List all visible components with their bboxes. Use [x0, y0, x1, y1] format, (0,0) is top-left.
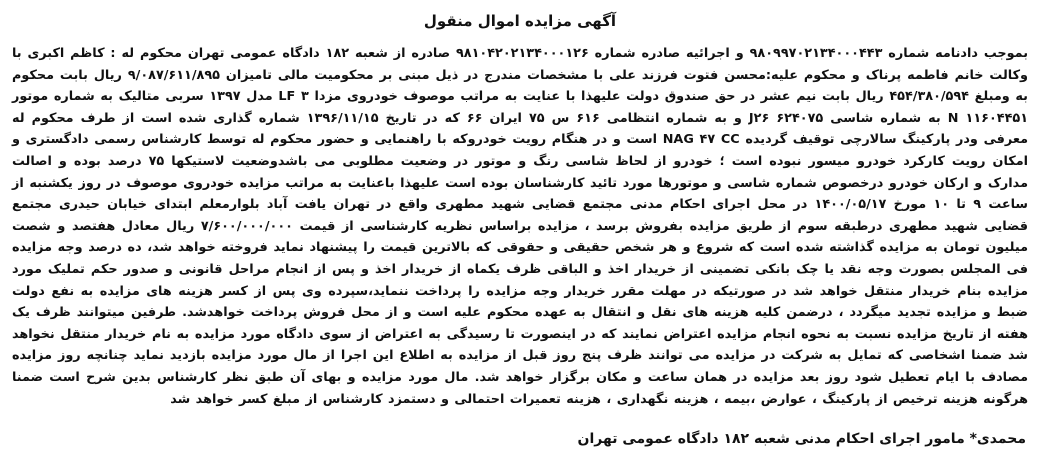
- notice-signature: محمدی* مامور اجرای احکام مدنی شعبه ۱۸۲ دادگاه عمومی تهران: [577, 431, 1026, 447]
- notice-body: بموجب دادنامه شماره ۹۸۰۹۹۷۰۲۱۳۴۰۰۰۴۴۳ و اجرائیه صادره شماره ۹۸۱۰۴۲۰۲۱۳۴۰۰۰۱۲۶ صادره از شعبه ۱۸۲ دادگاه عمومی تهران محکوم له : کاظم اکبری با وکالت خانم فاطمه پرناک و محکوم علیه:محسن فتوت فرزند علی با مشخصات مندرج در ذیل مبنی بر محکومیت مالی تامیزان ۹/۰۸۷/۶۱۱/۸۹۵ ریال بابت محکوم به ومبلغ ۴۵۴/۳۸۰/۵۹۴ ریال بابت نیم عشر در حق صندوق دولت علیهذا با عنایت به مراتب موصوف خودروی مزدا ۳ LF مدل ۱۳۹۷ سربی متالیک به شماره موتور ۱۱۶۰۴۴۵۱ N به شماره شاسی ۶۲۴۰۷۵ J۲۶ و به شماره انتظامی ۶۱۶ س ۷۵ ایران ۶۶ که در تاریخ ۱۳۹۶/۱۱/۱۵ شماره گذاری شده است از طرف محکوم له معرفی ودر پارکینگ سالارچی توقیف گردیده NAG ۴۷ CC است و در هنگام رویت خودروکه با راهنمایی و حضور محکوم له توسط کارشناس رسمی دادگستری و امکان رویت کارکرد خودرو میسور نبوده است ؛ خودرو از لحاظ شاسی رنگ و موتور در وضعیت مطلوبی می باشدوضعیت لاستیکها ۷۵ درصد بوده و اصالت مدارک و ارکان خودرو درخصوص شماره شاسی و موتورها مورد تائید کارشناسان بوده است علیهذا باعنایت به مراتب مزایده خودروی موصوف در روز یکشنبه از ساعت ۹ تا ۱۰ مورخ ۱۴۰۰/۰۵/۱۷ در محل اجرای احکام مدنی مجتمع قضایی شهید مطهری واقع در تهران یافت آباد بلوارمعلم ابتدای خیابان حیدری مجتمع قضایی شهید مطهری درطبقه سوم از طریق مزایده بفروش برسد ، مزایده براساس نظریه کارشناسی از قیمت ۷/۶۰۰/۰۰۰/۰۰۰ ریال معادل هفتصد و شصت میلیون تومان به مزایده گذاشته شده است که شروع و هر شخص حقیقی و حقوقی که بالاترین قیمت را پیشنهاد نماید فروخته خواهد شد، ده درصد وجه مزایده فی المجلس بصورت وجه نقد یا چک بانکی تضمینی از خریدار اخذ و الباقی ظرف یکماه از خریدار اخذ و پس از انجام مراحل قانونی و صدور حکم تملیک مورد مزایده بنام خریدار منتقل خواهد شد در صورتیکه در مهلت مقرر خریدار وجه مزایده را پرداخت ننماید،سپرده وی پس از کسر هزینه های مزایده به نفع دولت ضبط و مزایده تجدید میگردد ، درضمن کلیه هزینه های نقل و انتقال به عهده محکوم علیه است و از محل فروش پرداخت خواهدشد. طرفین میتوانند ظرف یک هفته از تاریخ مزایده نسبت به نحوه انجام مزایده اعتراض نمایند که در اینصورت تا رسیدگی به اعتراض از سوی دادگاه مورد مزایده به نام خریدار منتقل نخواهد شد ضمنا اشخاصی که تمایل به شرکت در مزایده می توانند ظرف پنج روز قبل از مزایده به اطلاع این اجرا از مال مورد مزایده بازدید نماید چنانچه روز مزایده مصادف با ایام تعطیل شود روز بعد مزایده در همان ساعت و مکان برگزار خواهد شد. مال مورد مزایده و بهای آن طبق نظر کارشناس بدین شرح است ضمنا هرگونه هزینه ترخیص از پارکینگ ، عوارض ،بیمه ، هزینه نگهداری ، هزینه تعمیرات احتمالی و دستمزد کارشناس از مبلغ کسر خواهد شد: [12, 46, 1029, 407]
- notice-title: آگهی مزایده اموال منقول: [423, 12, 617, 30]
